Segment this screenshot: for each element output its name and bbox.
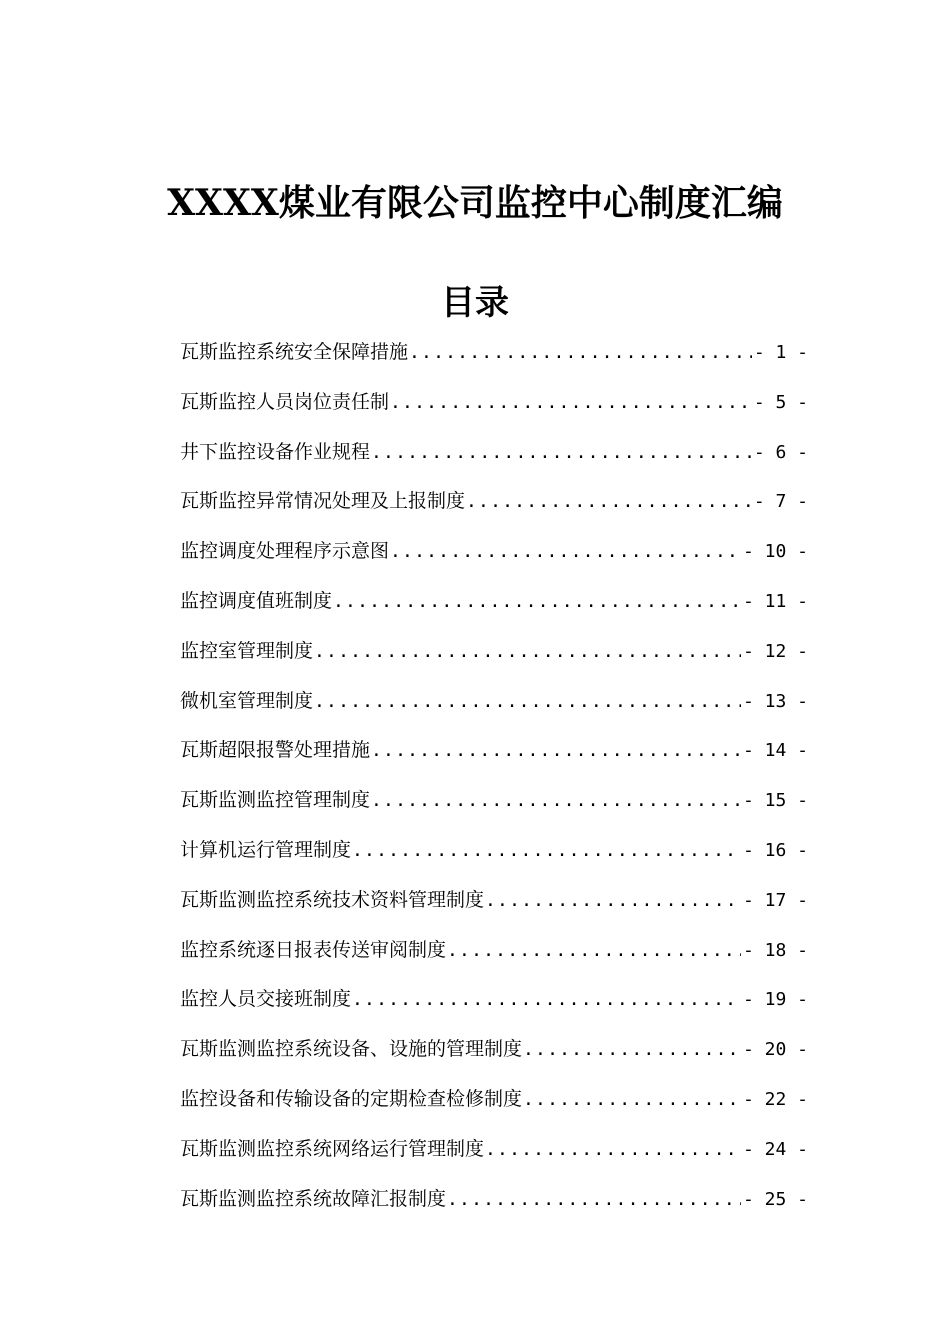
toc-entry-title: 监控室管理制度 — [180, 639, 314, 662]
toc-leader-dots — [371, 726, 741, 776]
toc-entry-title: 瓦斯监测监控系统设备、设施的管理制度 — [180, 1038, 523, 1061]
toc-entry-page: - 17 - — [742, 889, 808, 911]
toc-entry[interactable] — [180, 1175, 808, 1225]
toc-entry-title: 监控调度处理程序示意图 — [180, 540, 390, 563]
table-of-contents — [180, 328, 808, 1224]
toc-entry-page: - 10 - — [742, 541, 808, 563]
toc-entry-page: - 6 - — [753, 441, 808, 463]
toc-heading: 目录 — [441, 283, 509, 323]
toc-entry-title: 微机室管理制度 — [180, 689, 314, 712]
toc-entry-page: - 20 - — [742, 1039, 808, 1061]
toc-leader-dots — [523, 1075, 741, 1125]
toc-entry-title: 瓦斯监测监控系统技术资料管理制度 — [180, 888, 485, 911]
toc-entry[interactable] — [180, 428, 808, 478]
toc-entry[interactable] — [180, 677, 808, 727]
toc-entry-page: - 18 - — [742, 939, 808, 961]
toc-entry-page: - 25 - — [742, 1188, 808, 1210]
toc-entry-page: - 15 - — [742, 790, 808, 812]
toc-leader-dots — [447, 926, 741, 976]
toc-entry[interactable] — [180, 527, 808, 577]
toc-entry[interactable] — [180, 1075, 808, 1125]
toc-entry-title: 监控人员交接班制度 — [180, 988, 352, 1011]
toc-entry[interactable] — [180, 328, 808, 378]
toc-leader-dots — [390, 527, 741, 577]
toc-leader-dots — [352, 975, 741, 1025]
toc-leader-dots — [371, 428, 752, 478]
toc-leader-dots — [485, 876, 741, 926]
toc-entry-title: 瓦斯超限报警处理措施 — [180, 739, 371, 762]
toc-leader-dots — [390, 378, 752, 428]
toc-entry-title: 瓦斯监测监控管理制度 — [180, 789, 371, 812]
toc-leader-dots — [409, 328, 752, 378]
toc-entry-title: 监控调度值班制度 — [180, 589, 333, 612]
toc-leader-dots — [352, 826, 741, 876]
document-title: XXXX煤业有限公司监控中心制度汇编 — [167, 182, 783, 224]
toc-entry[interactable] — [180, 876, 808, 926]
toc-entry[interactable] — [180, 477, 808, 527]
toc-entry[interactable] — [180, 826, 808, 876]
toc-entry-title: 计算机运行管理制度 — [180, 838, 352, 861]
toc-leader-dots — [485, 1125, 741, 1175]
toc-entry-title: 监控系统逐日报表传送审阅制度 — [180, 938, 447, 961]
toc-leader-dots — [333, 577, 741, 627]
toc-entry[interactable] — [180, 1025, 808, 1075]
toc-entry-title: 瓦斯监测监控系统网络运行管理制度 — [180, 1137, 485, 1160]
toc-entry-title: 瓦斯监控异常情况处理及上报制度 — [180, 490, 466, 513]
toc-entry[interactable] — [180, 726, 808, 776]
toc-leader-dots — [466, 477, 752, 527]
toc-entry-page: - 19 - — [742, 989, 808, 1011]
toc-entry-title: 瓦斯监控人员岗位责任制 — [180, 390, 390, 413]
toc-entry-page: - 5 - — [753, 391, 808, 413]
toc-entry[interactable] — [180, 776, 808, 826]
toc-entry-page: - 7 - — [753, 491, 808, 513]
toc-entry[interactable] — [180, 975, 808, 1025]
toc-entry-page: - 1 - — [753, 342, 808, 363]
toc-entry-page: - 11 - — [742, 590, 808, 612]
toc-leader-dots — [523, 1025, 741, 1075]
toc-entry[interactable] — [180, 577, 808, 627]
toc-entry-page: - 24 - — [742, 1138, 808, 1160]
toc-entry-title: 瓦斯监控系统安全保障措施 — [180, 341, 409, 363]
toc-leader-dots — [371, 776, 741, 826]
toc-entry-title: 瓦斯监测监控系统故障汇报制度 — [180, 1187, 447, 1210]
toc-entry[interactable] — [180, 627, 808, 677]
toc-entry[interactable] — [180, 378, 808, 428]
toc-entry[interactable] — [180, 1125, 808, 1175]
toc-leader-dots — [447, 1175, 741, 1225]
toc-entry-title: 监控设备和传输设备的定期检查检修制度 — [180, 1087, 523, 1110]
toc-entry-page: - 22 - — [742, 1088, 808, 1110]
toc-entry-title: 井下监控设备作业规程 — [180, 440, 371, 463]
toc-leader-dots — [314, 627, 741, 677]
toc-entry-page: - 12 - — [742, 640, 808, 662]
toc-entry-page: - 14 - — [742, 740, 808, 762]
toc-entry-page: - 13 - — [742, 690, 808, 712]
toc-leader-dots — [314, 677, 741, 727]
toc-entry-page: - 16 - — [742, 839, 808, 861]
toc-entry[interactable] — [180, 926, 808, 976]
